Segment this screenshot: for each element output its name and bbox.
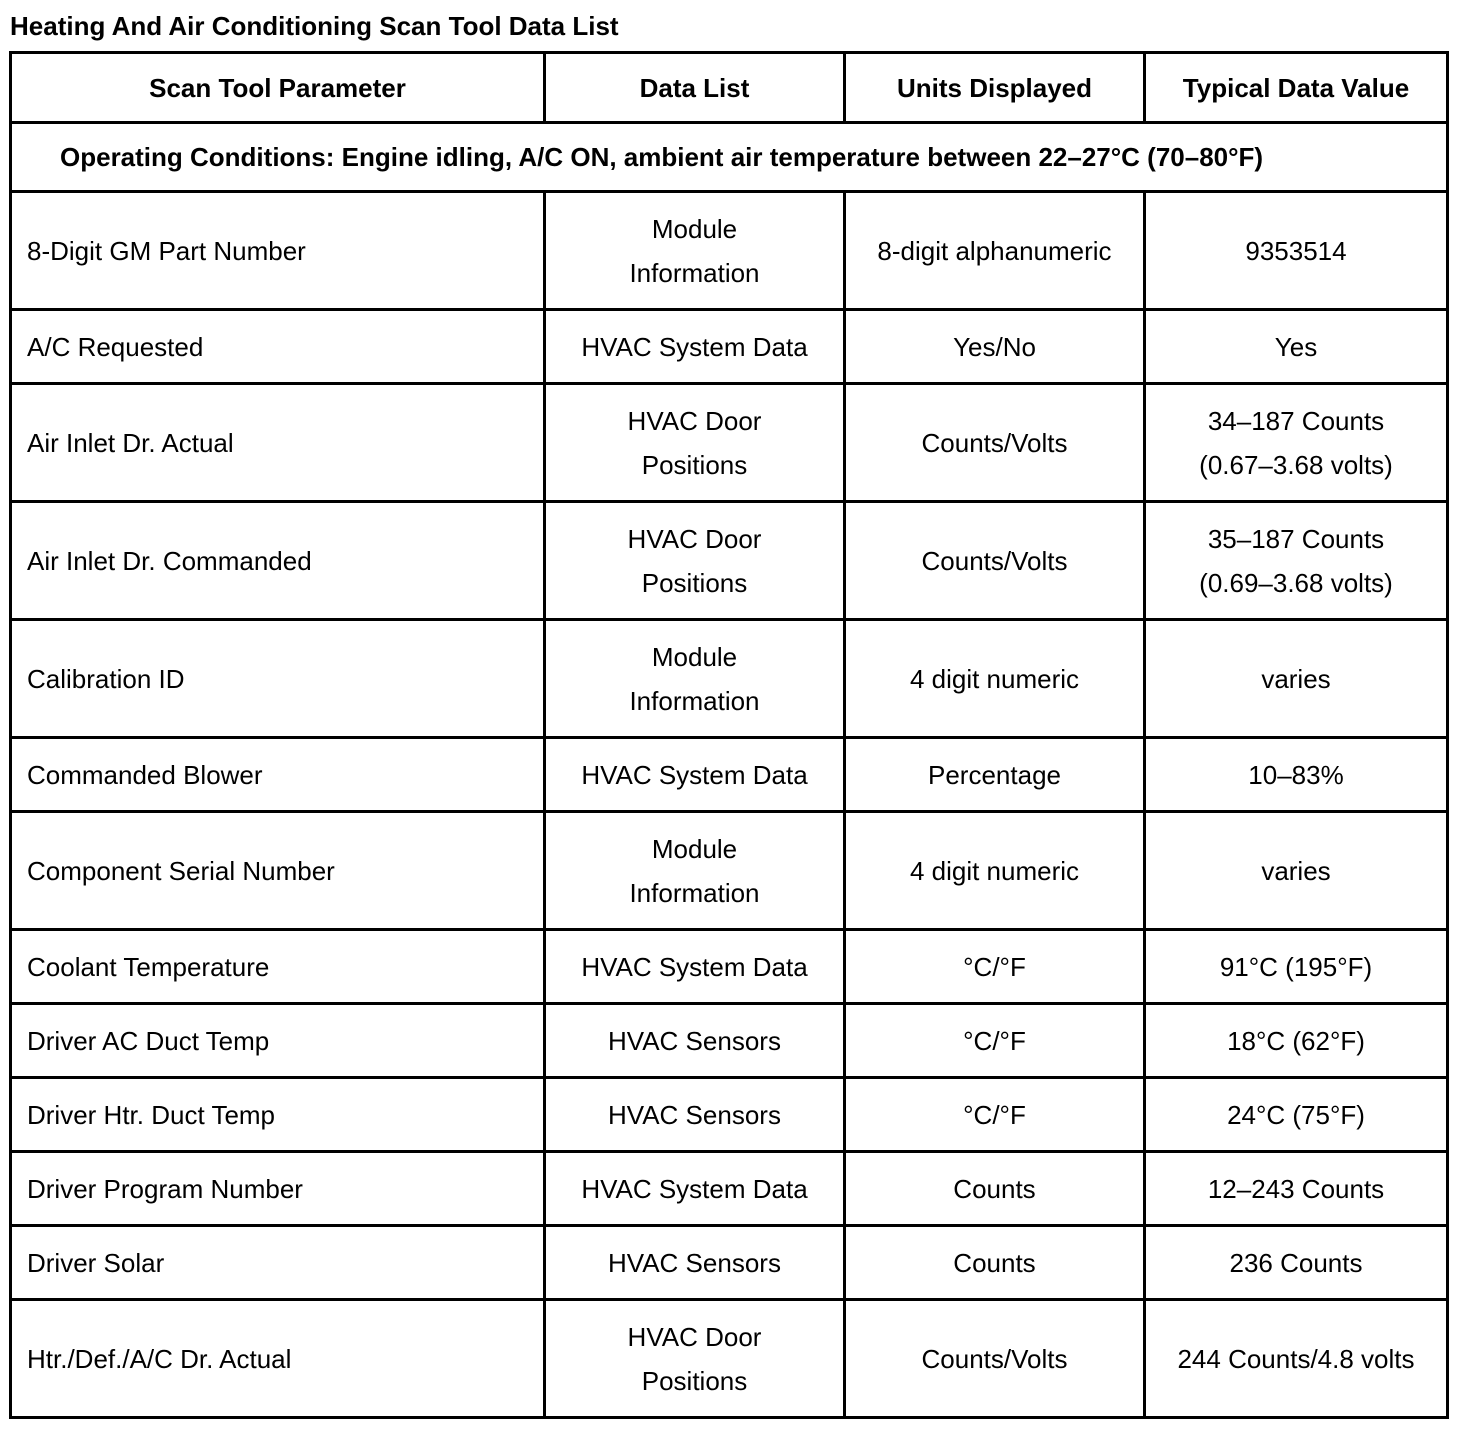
cell-data-list: HVAC System Data <box>545 738 845 812</box>
cell-units-text: 8-digit alphanumeric <box>877 235 1112 266</box>
cell-data-list <box>545 1300 845 1418</box>
table-row <box>11 1004 1448 1078</box>
cell-data-list <box>545 502 845 620</box>
cell-parameter: Component Serial Number <box>11 812 545 930</box>
cell-parameter: Driver Htr. Duct Temp <box>11 1078 545 1152</box>
column-header-parameter: Scan Tool Parameter <box>11 53 545 123</box>
cell-units: Counts/Volts <box>845 384 1145 502</box>
cell-typical-value: 91°C (195°F) <box>1145 930 1448 1004</box>
cell-data-list: HVAC Sensors <box>545 1004 845 1078</box>
cell-parameter: Calibration ID <box>11 620 545 738</box>
table-row <box>11 1078 1448 1152</box>
cell-units: °C/°F <box>845 930 1145 1004</box>
cell-data-list: HVAC System Data <box>545 930 845 1004</box>
table-row <box>11 738 1448 812</box>
cell-typical-value <box>1145 502 1448 620</box>
cell-parameter: Driver Program Number <box>11 1152 545 1226</box>
table-row <box>11 1300 1448 1418</box>
operating-conditions-row <box>11 123 1448 192</box>
cell-units: °C/°F <box>845 1078 1145 1152</box>
cell-typical-value-text: 34–187 Counts (0.67–3.68 volts) <box>1199 405 1393 480</box>
cell-parameter: 8-Digit GM Part Number <box>11 192 545 310</box>
cell-data-list-text: Module Information <box>629 641 760 716</box>
cell-typical-value: varies <box>1145 812 1448 930</box>
table-row <box>11 1226 1448 1300</box>
cell-parameter: Commanded Blower <box>11 738 545 812</box>
cell-typical-value: varies <box>1145 620 1448 738</box>
cell-typical-value: 236 Counts <box>1145 1226 1448 1300</box>
cell-units: Counts/Volts <box>845 502 1145 620</box>
cell-units: Yes/No <box>845 310 1145 384</box>
cell-parameter: Driver Solar <box>11 1226 545 1300</box>
column-header-data-list: Data List <box>545 53 845 123</box>
cell-typical-value: 18°C (62°F) <box>1145 1004 1448 1078</box>
page-title: Heating And Air Conditioning Scan Tool Data List <box>10 11 619 41</box>
cell-data-list <box>545 620 845 738</box>
cell-typical-value: Yes <box>1145 310 1448 384</box>
table-row <box>11 620 1448 738</box>
table-row <box>11 930 1448 1004</box>
cell-data-list <box>545 384 845 502</box>
cell-typical-value-text: 35–187 Counts (0.69–3.68 volts) <box>1199 523 1393 598</box>
operating-conditions: Operating Conditions: Engine idling, A/C ON, ambient air temperature between 22–27°C (70–80°F) <box>11 123 1448 192</box>
cell-units: 4 digit numeric <box>845 812 1145 930</box>
cell-typical-value <box>1145 1300 1448 1418</box>
cell-data-list <box>545 812 845 930</box>
cell-typical-value: 12–243 Counts <box>1145 1152 1448 1226</box>
table-row <box>11 192 1448 310</box>
cell-data-list: HVAC System Data <box>545 1152 845 1226</box>
cell-parameter: Air Inlet Dr. Actual <box>11 384 545 502</box>
cell-data-list <box>545 192 845 310</box>
cell-data-list-text: Module Information <box>629 213 760 288</box>
cell-data-list: HVAC Sensors <box>545 1226 845 1300</box>
table-row <box>11 384 1448 502</box>
cell-typical-value: 24°C (75°F) <box>1145 1078 1448 1152</box>
cell-typical-value-text: 244 Counts/4.8 volts <box>1177 1343 1415 1374</box>
table-row <box>11 502 1448 620</box>
cell-data-list-text: HVAC Door Positions <box>627 405 762 480</box>
cell-parameter: A/C Requested <box>11 310 545 384</box>
cell-units <box>845 192 1145 310</box>
cell-typical-value: 10–83% <box>1145 738 1448 812</box>
cell-units: °C/°F <box>845 1004 1145 1078</box>
table-header-row <box>11 53 1448 123</box>
cell-parameter: Air Inlet Dr. Commanded <box>11 502 545 620</box>
cell-data-list: HVAC System Data <box>545 310 845 384</box>
cell-data-list-text: HVAC Door Positions <box>627 523 762 598</box>
cell-data-list-text: HVAC Door Positions <box>627 1321 762 1396</box>
cell-units: Counts/Volts <box>845 1300 1145 1418</box>
cell-parameter: Coolant Temperature <box>11 930 545 1004</box>
cell-units: Counts <box>845 1226 1145 1300</box>
cell-units: Counts <box>845 1152 1145 1226</box>
table-row <box>11 1152 1448 1226</box>
table-row <box>11 310 1448 384</box>
cell-parameter: Htr./Def./A/C Dr. Actual <box>11 1300 545 1418</box>
cell-data-list: HVAC Sensors <box>545 1078 845 1152</box>
cell-units: 4 digit numeric <box>845 620 1145 738</box>
cell-typical-value <box>1145 384 1448 502</box>
cell-typical-value: 9353514 <box>1145 192 1448 310</box>
scan-tool-data-table <box>9 51 1449 1419</box>
table-row <box>11 812 1448 930</box>
cell-units: Percentage <box>845 738 1145 812</box>
column-header-typical-value: Typical Data Value <box>1145 53 1448 123</box>
column-header-units: Units Displayed <box>845 53 1145 123</box>
cell-data-list-text: Module Information <box>629 833 760 908</box>
cell-parameter: Driver AC Duct Temp <box>11 1004 545 1078</box>
